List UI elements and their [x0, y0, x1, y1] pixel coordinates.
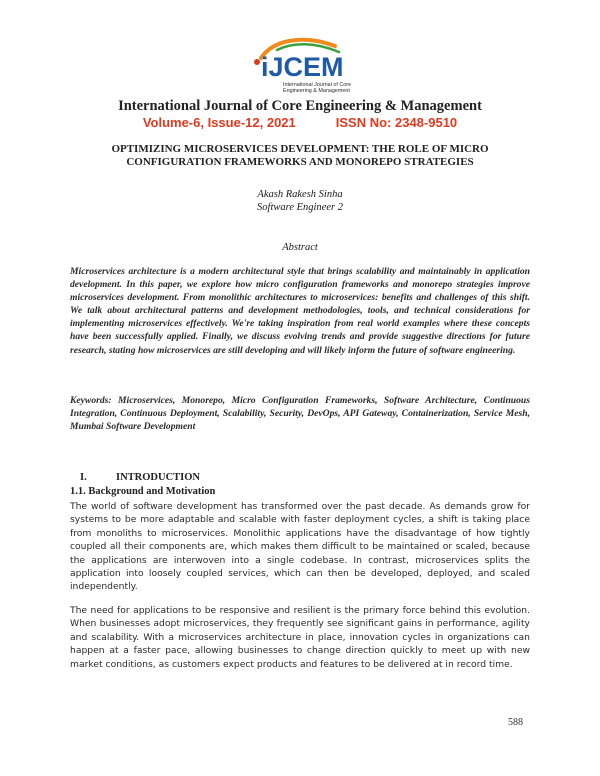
- logo-i: i: [261, 52, 269, 82]
- page-number: 588: [508, 717, 523, 728]
- abstract-heading: Abstract: [282, 242, 318, 253]
- author-name: Akash Rakesh Sinha: [257, 189, 343, 200]
- section-number: I.: [80, 472, 87, 483]
- section-title: INTRODUCTION: [116, 472, 201, 483]
- volume-info: Volume-6, Issue-12, 2021: [142, 115, 296, 130]
- logo-subtitle-line2: Engineering & Management: [283, 88, 350, 94]
- logo-subtitle-line1: International Journal of Core: [283, 82, 352, 88]
- author-block: [0, 188, 600, 214]
- logo-wordmark: [261, 52, 344, 83]
- body-paragraph-2: The need for applications to be responsive and resilient is the primary force behind this evolution. When businesses adopt microservices, they frequently see significant gains in performance, agility and scalability. With a microservices architecture in place, innovation cycles in organizations can happen at a faster pace, allowing businesses to change direction quickly to meet up with new market conditions, as customers expect products and features to be delivered at in record time.: [70, 605, 530, 670]
- logo-jcem: JCEM: [268, 52, 344, 82]
- author-role: Software Engineer 2: [257, 202, 343, 213]
- logo-dot-icon: [254, 59, 260, 65]
- keywords-text: Microservices, Monorepo, Micro Configuration Frameworks, Software Architecture, Continuous Integration, Continuous Deployment, Scalability, Security, DevOps, API Gateway, Containerization, Service Mesh, Mumbai Software Development: [70, 395, 530, 433]
- paper-title: [90, 143, 510, 169]
- section-heading: [70, 472, 200, 483]
- keywords-label: Keywords:: [70, 395, 112, 406]
- journal-logo: [243, 36, 361, 96]
- issn-info: ISSN No: 2348-9510: [335, 115, 458, 130]
- volume-issn-line: [0, 115, 600, 130]
- abstract-text: Microservices architecture is a modern architectural style that brings scalability and maintainably in application development. In this paper, we explore how micro configuration frameworks and monorepo strategies improve microservices development. From monolithic architectures to microservices: benefits and challenges of this shift. We talk about architectural patterns and development methodologies, tools, and technical considerations for implementing microservices effectively. We're taking inspiration from real world examples where these concepts have been successfully applied. Finally, we discuss evolving trends and provide suggestive directions for future research, stating how microservices are still developing and will likely inform the future of software engineering.: [70, 266, 530, 356]
- paper-title-line1: OPTIMIZING MICROSERVICES DEVELOPMENT: THE ROLE OF MICRO: [111, 143, 489, 155]
- subsection-heading: 1.1. Background and Motivation: [70, 486, 216, 497]
- paper-title-line2: CONFIGURATION FRAMEWORKS AND MONOREPO STRATEGIES: [126, 156, 474, 168]
- logo-subtitle: [283, 82, 363, 94]
- body-paragraph-1: The world of software development has transformed over the past decade. As demands grow for systems to be more adaptable and scalable with faster deployment cycles, a shift is taking place from monoliths to microservices. Monolithic applications have the disadvantage of how tightly coupled all their components are, which makes them difficult to be maintained or scaled, because the applications are interwoven into a single codebase. In contrast, microservices splits the application into loosely coupled services, which can then be developed, deployed, and scaled independently.: [70, 501, 530, 593]
- journal-name: International Journal of Core Engineering & Management: [118, 98, 482, 114]
- keywords: [70, 394, 530, 433]
